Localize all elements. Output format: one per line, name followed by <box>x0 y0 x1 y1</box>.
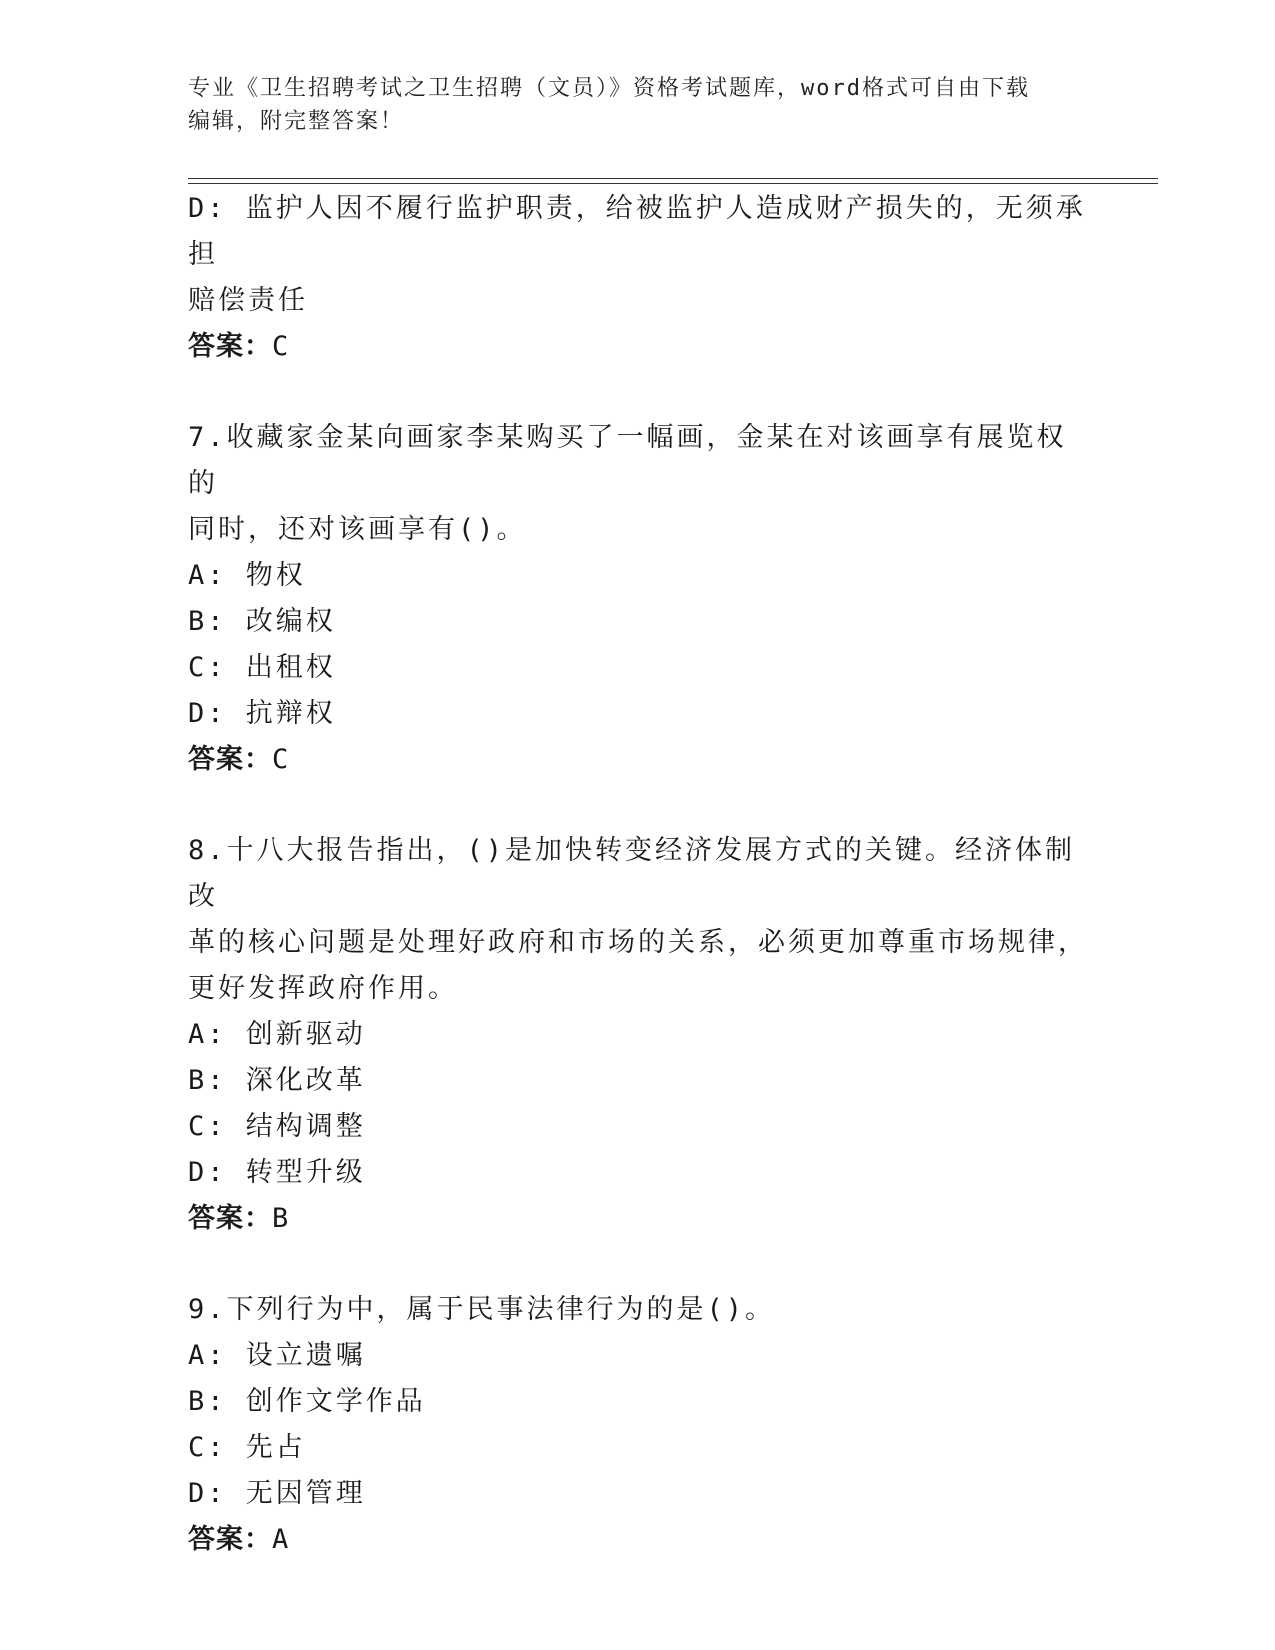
question-stem-line: 8.十八大报告指出，()是加快转变经济发展方式的关键。经济体制改 <box>188 835 1076 912</box>
option-d: D: 抗辩权 <box>188 698 336 729</box>
option-d-line-2: 赔偿责任 <box>188 285 308 316</box>
spacer <box>188 783 1088 828</box>
answer-line <box>188 1517 1088 1563</box>
header-line-2: 编辑，附完整答案！ <box>188 109 405 134</box>
answer-label: 答案： <box>188 1203 272 1234</box>
answer-value: C <box>272 331 290 362</box>
option-a: A: 设立遗嘱 <box>188 1340 366 1371</box>
question-content <box>188 186 1088 1563</box>
answer-line <box>188 324 1088 370</box>
header-line-1: 专业《卫生招聘考试之卫生招聘（文员）》资格考试题库，word格式可自由下载 <box>188 76 1030 101</box>
option-d: D: 无因管理 <box>188 1478 366 1509</box>
question-stem-line: 9.下列行为中，属于民事法律行为的是()。 <box>188 1294 776 1325</box>
answer-value: A <box>272 1524 290 1555</box>
option-c: C: 出租权 <box>188 652 336 683</box>
spacer <box>188 1242 1088 1287</box>
option-b: B: 创作文学作品 <box>188 1386 426 1417</box>
option-c: C: 先占 <box>188 1432 306 1463</box>
document-header <box>188 72 1068 138</box>
header-divider-top <box>188 178 1158 179</box>
question-8 <box>188 828 1088 1242</box>
answer-label: 答案： <box>188 744 272 775</box>
option-a: A: 创新驱动 <box>188 1019 366 1050</box>
question-9 <box>188 1287 1088 1563</box>
option-b: B: 改编权 <box>188 606 336 637</box>
option-a: A: 物权 <box>188 560 306 591</box>
question-stem-line: 革的核心问题是处理好政府和市场的关系，必须更加尊重市场规律， <box>188 927 1088 958</box>
answer-line <box>188 1196 1088 1242</box>
continued-question <box>188 186 1088 370</box>
question-stem-line: 更好发挥政府作用。 <box>188 973 458 1004</box>
answer-value: B <box>272 1203 290 1234</box>
answer-value: C <box>272 744 290 775</box>
answer-line <box>188 737 1088 783</box>
question-stem-line: 7.收藏家金某向画家李某购买了一幅画，金某在对该画享有展览权的 <box>188 422 1067 499</box>
question-7 <box>188 415 1088 783</box>
option-d-line-1: D: 监护人因不履行监护职责，给被监护人造成财产损失的，无须承担 <box>188 193 1086 270</box>
spacer <box>188 370 1088 415</box>
answer-label: 答案： <box>188 1524 272 1555</box>
option-b: B: 深化改革 <box>188 1065 366 1096</box>
question-stem-line: 同时，还对该画享有()。 <box>188 514 527 545</box>
answer-label: 答案： <box>188 331 272 362</box>
header-divider-bottom <box>188 183 1158 184</box>
option-d: D: 转型升级 <box>188 1157 366 1188</box>
option-c: C: 结构调整 <box>188 1111 366 1142</box>
